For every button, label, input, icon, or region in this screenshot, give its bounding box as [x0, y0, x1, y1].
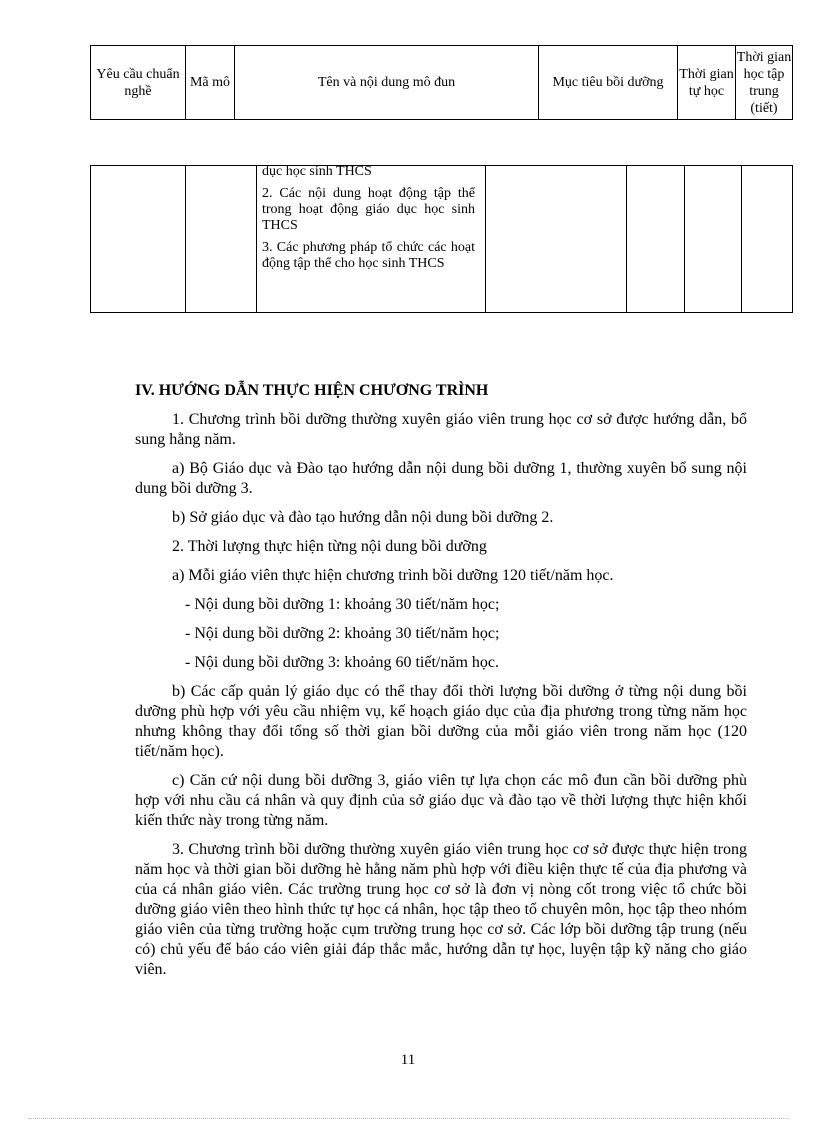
- header-objective: Mục tiêu bồi dưỡng: [539, 46, 678, 120]
- cell-concentrated-a: [685, 166, 742, 313]
- header-code: Mã mô: [186, 46, 235, 120]
- header-self-study: Thời gian tự học: [678, 46, 736, 120]
- module-item-2: 2. Các nội dung hoạt động tập thể trong hoạt động giáo dục học sinh THCS: [262, 186, 475, 233]
- paragraph-3: 3. Chương trình bồi dưỡng thường xuyên giáo viên trung học cơ sở được thực hiện trong năm học và thời gian bồi dưỡng hè hằng năm phù hợp với điều kiện thực tế của địa phương và của cá nhân giáo viên. Các trường trung học cơ sở là đơn vị nòng cốt trong việc tổ chức bồi dưỡng giáo viên theo hình thức tự học cá nhân, học tập theo tổ chuyên môn, học tập theo nhóm giáo viên của từng trường hoặc cụm trường trung học cơ sở. Các lớp bồi dưỡng tập trung (nếu có) chủ yếu để báo cáo viên giải đáp thắc mắc, hướng dẫn tự học, luyện tập kỹ năng cho giáo viên.: [135, 841, 747, 978]
- paragraph-2: 2. Thời lượng thực hiện từng nội dung bồi dưỡng: [172, 538, 487, 555]
- header-concentrated: Thời gian học tập trung (tiết): [736, 46, 793, 120]
- bullet-1: - Nội dung bồi dưỡng 1: khoảng 30 tiết/năm học;: [185, 596, 500, 613]
- table-continuation: [90, 165, 793, 313]
- bullet-3: - Nội dung bồi dưỡng 3: khoảng 60 tiết/năm học.: [185, 654, 499, 671]
- paragraph-2a: a) Mỗi giáo viên thực hiện chương trình bồi dưỡng 120 tiết/năm học.: [172, 567, 614, 584]
- page-bottom-divider: [28, 1118, 788, 1119]
- paragraph-2b: b) Các cấp quản lý giáo dục có thể thay đổi thời lượng bồi dưỡng ở từng nội dung bồi dưỡng phù hợp với yêu cầu nhiệm vụ, kế hoạch giáo dục của địa phương trong từng năm học nhưng không thay đổi tổng số thời gian bồi dưỡng của mỗi giáo viên trong năm học (120 tiết/năm học).: [135, 683, 747, 760]
- cell-code: [186, 166, 257, 313]
- cell-self-study: [627, 166, 685, 313]
- page-number: 11: [400, 1052, 416, 1068]
- section-body: [135, 410, 747, 989]
- cell-objective: [486, 166, 627, 313]
- paragraph-1: 1. Chương trình bồi dưỡng thường xuyên giáo viên trung học cơ sở được hướng dẫn, bổ sung hằng năm.: [135, 411, 747, 448]
- cell-concentrated-b: [742, 166, 793, 313]
- cell-standard: [91, 166, 186, 313]
- paragraph-1b: b) Sở giáo dục và đào tạo hướng dẫn nội dung bồi dưỡng 2.: [172, 509, 554, 526]
- module-line: dục học sinh THCS: [262, 164, 372, 179]
- section-heading: IV. HƯỚNG DẪN THỰC HIỆN CHƯƠNG TRÌNH: [135, 382, 489, 399]
- header-standard: Yêu cầu chuẩn nghề: [91, 46, 186, 120]
- module-item-3: 3. Các phương pháp tổ chức các hoạt động tập thể cho học sinh THCS: [262, 240, 475, 271]
- cell-module-content: [257, 166, 486, 313]
- paragraph-1a: a) Bộ Giáo dục và Đào tạo hướng dẫn nội dung bồi dưỡng 1, thường xuyên bổ sung nội dung bồi dưỡng 3.: [135, 460, 747, 497]
- bullet-2: - Nội dung bồi dưỡng 2: khoảng 30 tiết/năm học;: [185, 625, 500, 642]
- header-module-name: Tên và nội dung mô đun: [235, 46, 539, 120]
- paragraph-2c: c) Căn cứ nội dung bồi dưỡng 3, giáo viên tự lựa chọn các mô đun cần bồi dưỡng phù hợp với nhu cầu cá nhân và quy định của sở giáo dục và đào tạo về thời lượng thực hiện khối kiến thức này trong từng năm.: [135, 772, 747, 829]
- table-header: [90, 45, 793, 120]
